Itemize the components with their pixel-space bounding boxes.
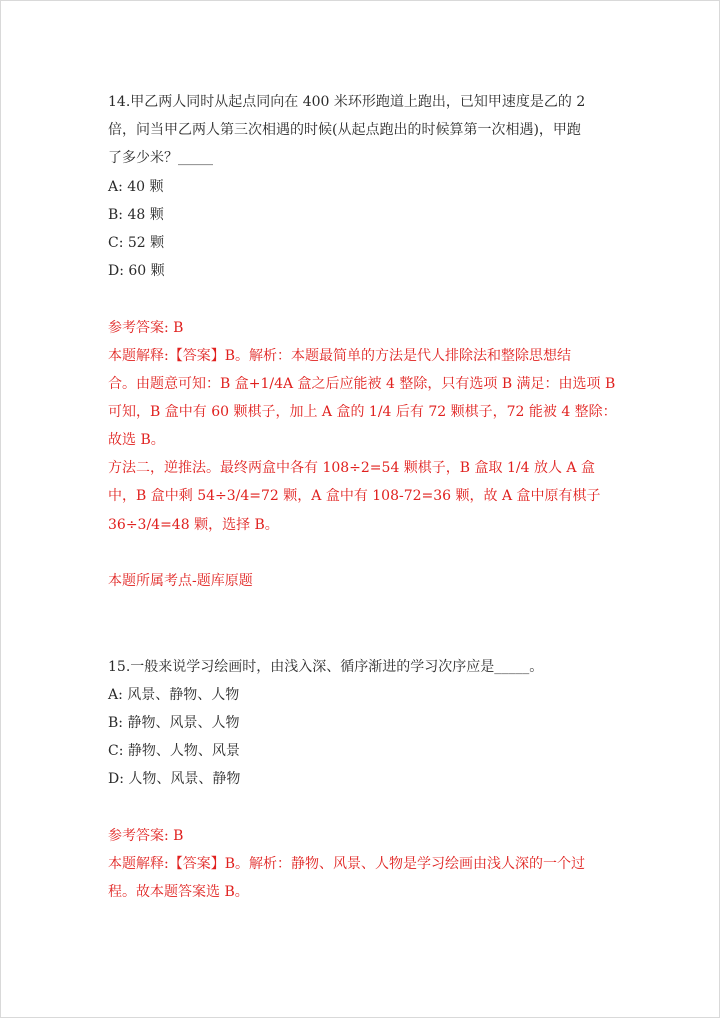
q14-answer: 参考答案: B [108,320,184,336]
q14-option-c: C: 52 颗 [108,235,165,251]
q14-stem-line-2: 倍，问当甲乙两人第三次相遇的时候(从起点跑出的时候算第一次相遇)，甲跑 [108,122,581,138]
q14-explanation-line-7: 36÷3/4=48 颗，选择 B。 [108,517,279,533]
q15-option-b: B: 静物、风景、人物 [108,715,240,731]
q14-option-a: A: 40 颗 [108,179,164,195]
q14-stem-line-3: 了多少米？_____ [108,150,213,166]
q15-explanation-line-2: 程。故本题答案选 B。 [108,884,249,900]
q14-explanation-line-1: 本题解释:【答案】B。解析：本题最简单的方法是代人排除法和整除思想结 [108,348,572,364]
q14-option-b: B: 48 颗 [108,207,164,223]
q14-explanation-line-5: 方法二，逆推法。最终两盒中各有 108÷2=54 颗棋子，B 盒取 1/4 放人 A 盒 [108,460,595,476]
q15-option-d: D: 人物、风景、静物 [108,771,241,787]
q14-source: 本题所属考点-题库原题 [108,573,253,589]
q15-stem: 15.一般来说学习绘画时，由浅入深、循序渐进的学习次序应是_____。 [108,659,544,675]
q15-option-a: A: 风景、静物、人物 [108,687,240,703]
q14-stem-line-1: 14.甲乙两人同时从起点同向在 400 米环形跑道上跑出，已知甲速度是乙的 2 [108,94,586,110]
q14-explanation-line-6: 中，B 盒中剩 54÷3/4=72 颗，A 盒中有 108-72=36 颗，故 A 盒中原有棋子 [108,488,601,504]
q15-answer: 参考答案: B [108,828,184,844]
q15-option-c: C: 静物、人物、风景 [108,743,240,759]
q15-explanation-line-1: 本题解释:【答案】B。解析：静物、风景、人物是学习绘画由浅人深的一个过 [108,856,586,872]
q14-option-d: D: 60 颗 [108,263,165,279]
q14-explanation-line-4: 故选 B。 [108,432,165,448]
q14-explanation-line-3: 可知，B 盒中有 60 颗棋子，加上 A 盒的 1/4 后有 72 颗棋子，72 能被 4 整除： [108,404,617,420]
q14-explanation-line-2: 合。由题意可知：B 盒+1/4A 盒之后应能被 4 整除，只有选项 B 满足：由选项 B [108,376,616,392]
